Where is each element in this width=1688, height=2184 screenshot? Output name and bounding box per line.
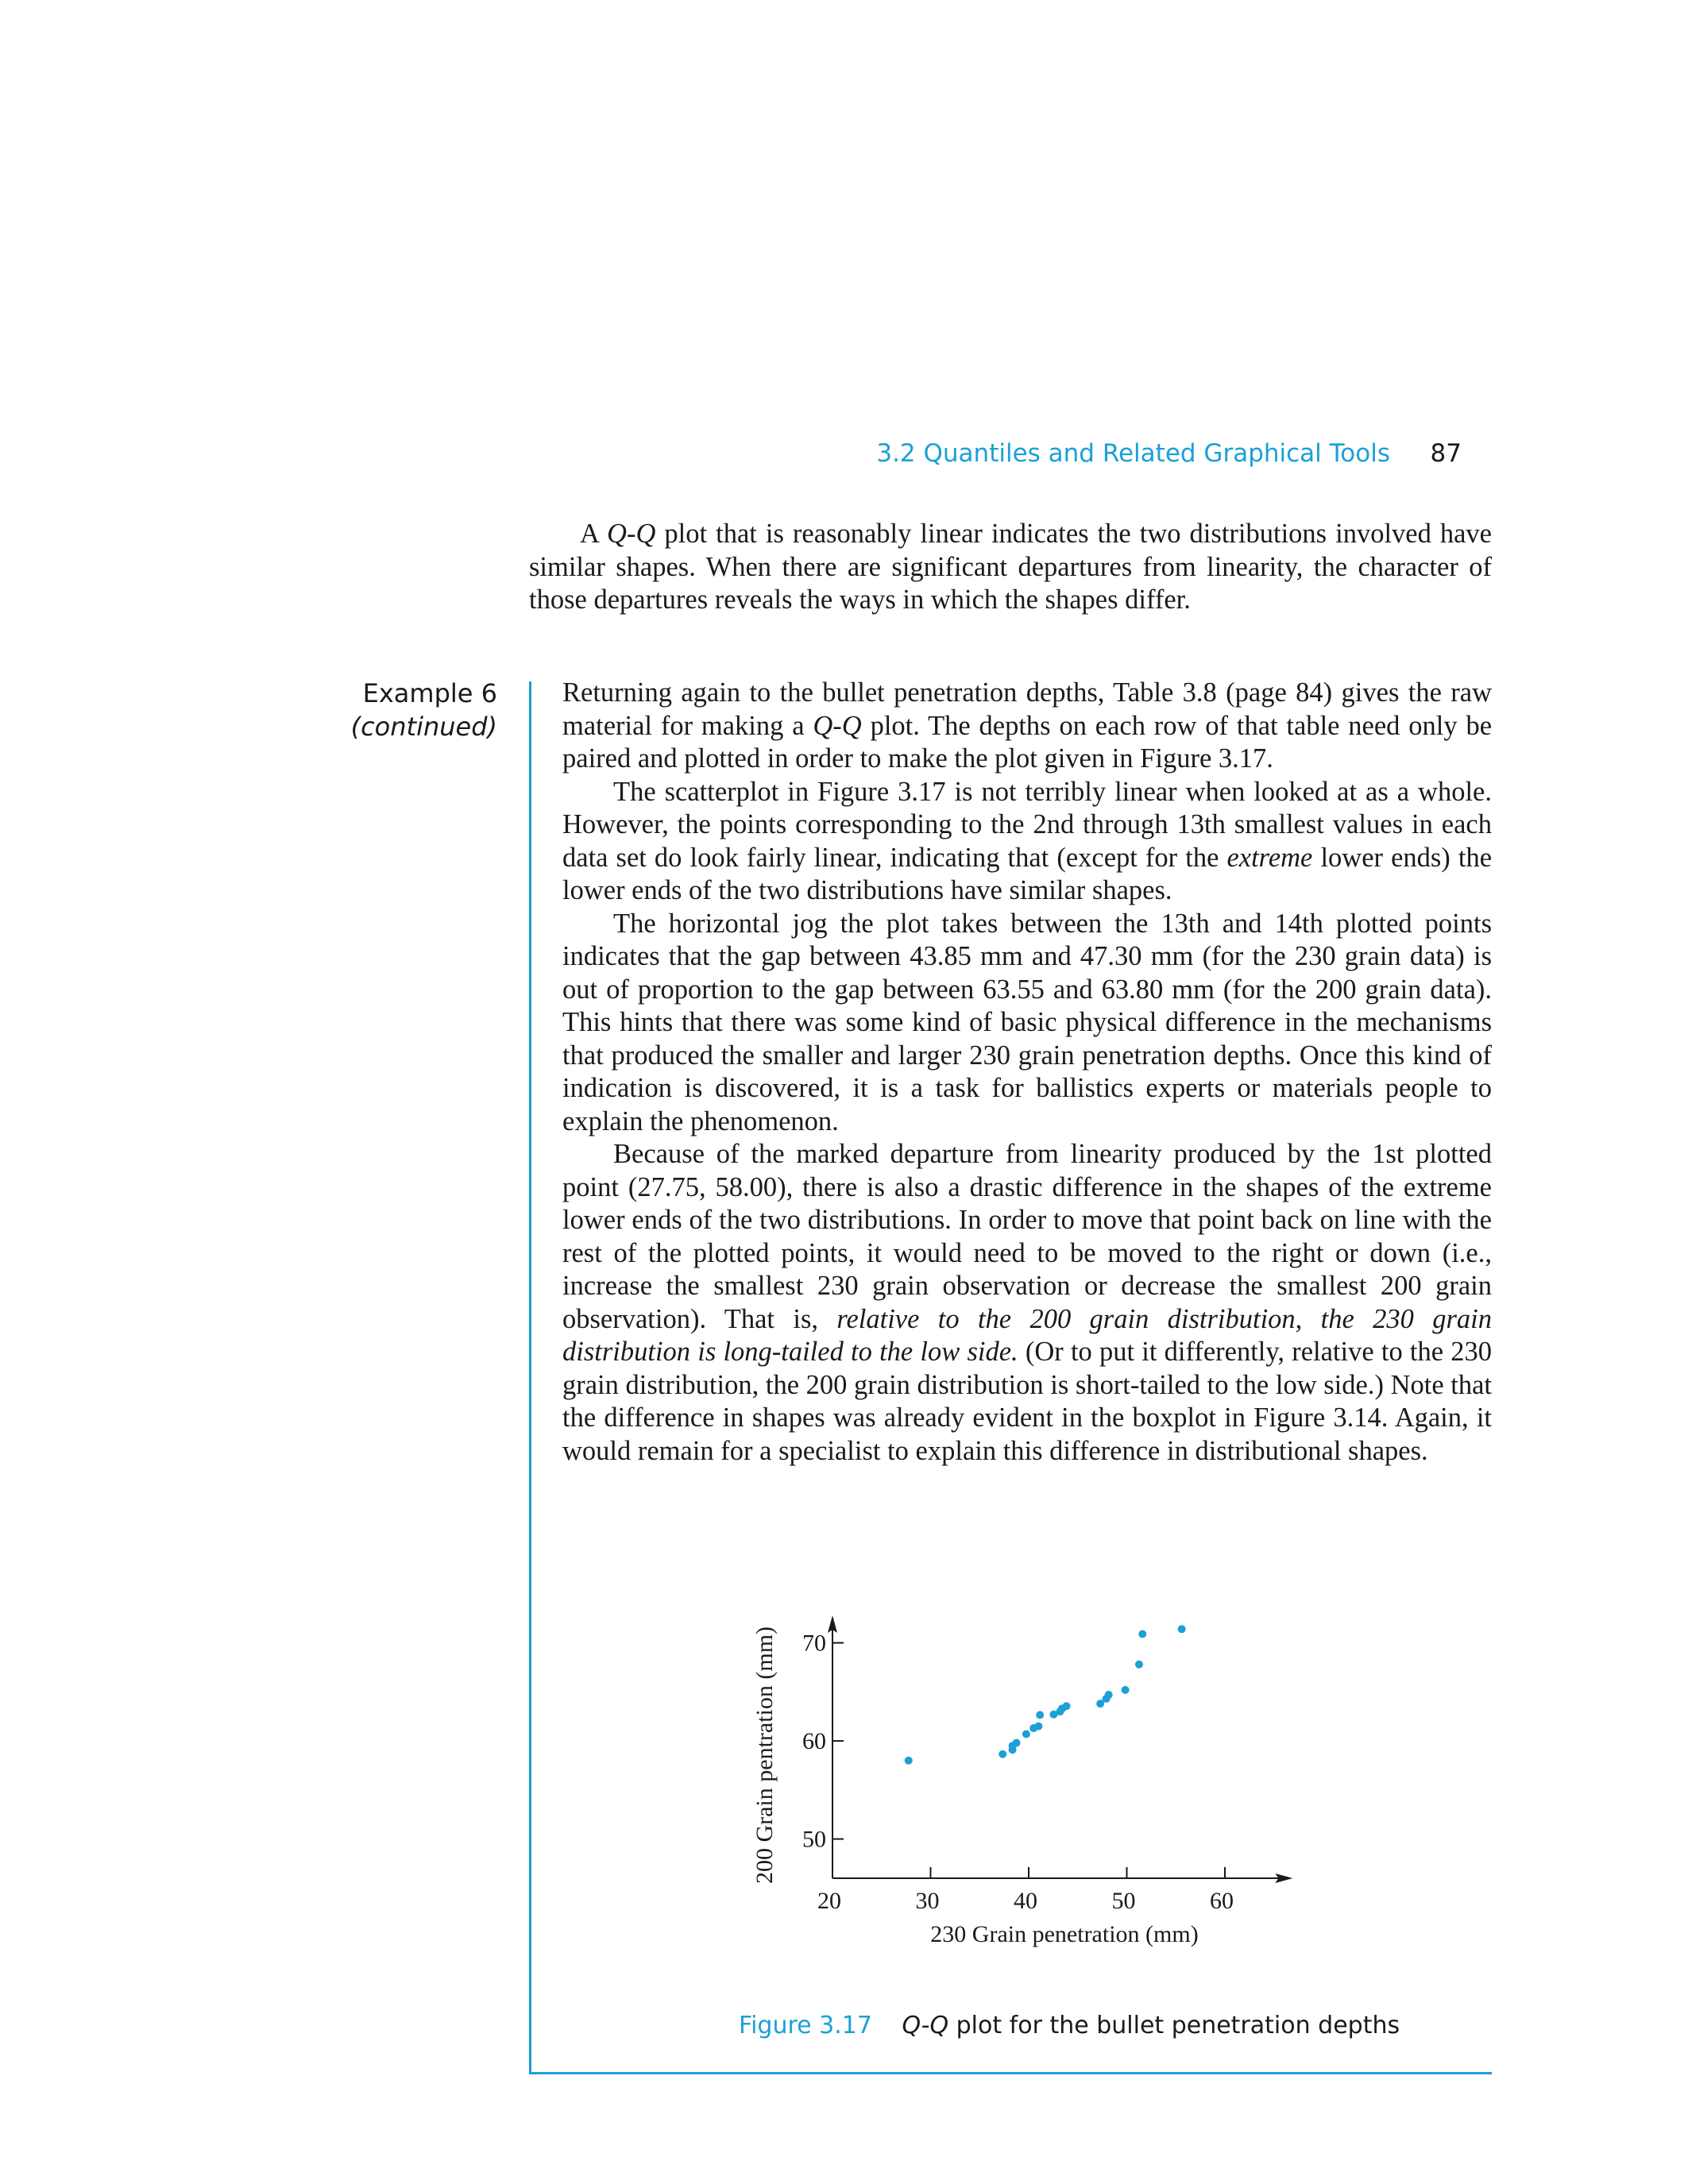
caption-text: plot for the bullet penetration depths bbox=[956, 2012, 1400, 2039]
x-axis-label: 230 Grain penetration (mm) bbox=[930, 1921, 1199, 1947]
data-point bbox=[1022, 1730, 1030, 1738]
figure-number: Figure 3.17 bbox=[739, 2012, 872, 2039]
data-point bbox=[1063, 1702, 1071, 1710]
data-point bbox=[1135, 1661, 1143, 1669]
example-rule-vertical bbox=[529, 681, 531, 2074]
data-point bbox=[905, 1757, 913, 1765]
data-point bbox=[1036, 1711, 1044, 1719]
data-point bbox=[1105, 1691, 1113, 1699]
page-number: 87 bbox=[1430, 439, 1462, 468]
data-point bbox=[999, 1750, 1006, 1758]
body-paragraph-2 bbox=[562, 776, 1492, 908]
p1-text-a: Returning again to the bullet penetration depths, Table 3.8 (page 84) gives the raw material for making a bbox=[562, 677, 1492, 741]
qq-term: Q-Q bbox=[607, 519, 656, 549]
intro-article: A bbox=[580, 519, 599, 549]
intro-text: plot that is reasonably linear indicates the two distributions involved have similar shapes. When there are significant departures from linearity, the character of those departures reveals the ways in which the shapes differ. bbox=[529, 519, 1492, 615]
y-tick-label: 50 bbox=[802, 1826, 826, 1853]
y-axis-label: 200 Grain pentration (mm) bbox=[751, 1626, 778, 1885]
data-point bbox=[1122, 1686, 1130, 1694]
x-tick-label: 50 bbox=[1111, 1888, 1136, 1914]
p2-text-b: lower ends) the lower ends of the two distributions have similar shapes. bbox=[562, 842, 1493, 905]
x-tick-label: 40 bbox=[1014, 1888, 1037, 1914]
body-paragraph-3: The horizontal jog the plot takes between the 13th and 14th plotted points indicates that the gap between 43.85 mm and 47.30 mm (for the 230 grain data) is out of proportion to the gap between 63.55 and 63.80 mm (for the 200 grain data). This hints that there was some kind of basic physical difference in the mechanisms that produced the smaller and larger 230 grain penetration depths. Once this kind of indication is discovered, it is a task for ballistics experts or materials people to explain the phenomenon. bbox=[562, 908, 1492, 1136]
x-tick-label: 60 bbox=[1210, 1888, 1234, 1914]
section-title: 3.2 Quantiles and Related Graphical Tools bbox=[876, 439, 1390, 468]
example-rule-horizontal bbox=[529, 2072, 1492, 2074]
running-head bbox=[876, 439, 1462, 474]
example-number: Example 6 bbox=[362, 678, 497, 708]
caption-qq: Q-Q bbox=[902, 2012, 949, 2039]
qq-term: Q-Q bbox=[813, 710, 862, 741]
x-tick-label: 20 bbox=[817, 1888, 841, 1914]
y-tick-label: 60 bbox=[802, 1728, 826, 1755]
data-point bbox=[1138, 1630, 1146, 1638]
intro-paragraph bbox=[529, 518, 1492, 617]
x-tick-label: 30 bbox=[915, 1888, 940, 1914]
p2-text-a: The scatterplot in Figure 3.17 is not terribly linear when looked at as a whole. However, the points corresponding to the 2nd through 13th smallest values in each data set do look fairly linear, indicating that (except for the bbox=[562, 776, 1492, 873]
p4-emphasis: relative to the 200 grain distribution, the 230 grain distribution is long-tailed to the low side. bbox=[562, 1303, 1492, 1367]
body-paragraph-4 bbox=[562, 1138, 1492, 1468]
figure-caption bbox=[739, 2012, 1454, 2039]
p4-text-a: Because of the marked departure from linearity produced by the 1st plotted point (27.75, 58.00), there is also a drastic difference in the shapes of the extreme lower ends of the two distributions. In order to move that point back on line with the rest of the plotted points, it would need to be moved to the right or down (i.e., increase the smallest 230 grain observation or decrease the smallest 200 grain observation). That is, bbox=[562, 1139, 1492, 1334]
qq-plot bbox=[715, 1604, 1319, 2001]
p2-emphasis: extreme bbox=[1226, 842, 1313, 873]
figure-3-17 bbox=[715, 1604, 1319, 2005]
p4-text-b: (Or to put it differently, relative to the 230 grain distribution, the 200 grain distribution is short-tailed to the low side.) Note that the difference in shapes was already evident in the boxplot in Figure 3.14. Again, it would remain for a specialist to explain this difference in distributional shapes. bbox=[562, 1337, 1492, 1466]
data-point bbox=[1013, 1739, 1021, 1747]
example-label bbox=[318, 677, 497, 743]
data-point bbox=[1034, 1723, 1042, 1731]
example-body bbox=[562, 677, 1492, 1468]
y-tick-label: 70 bbox=[802, 1630, 826, 1657]
p1-text-b: plot. The depths on each row of that table need only be paired and plotted in order to make the plot given in Figure 3.17. bbox=[562, 710, 1493, 774]
example-continued: (continued) bbox=[350, 712, 497, 742]
data-point bbox=[1178, 1625, 1186, 1633]
body-paragraph-1 bbox=[562, 677, 1492, 776]
